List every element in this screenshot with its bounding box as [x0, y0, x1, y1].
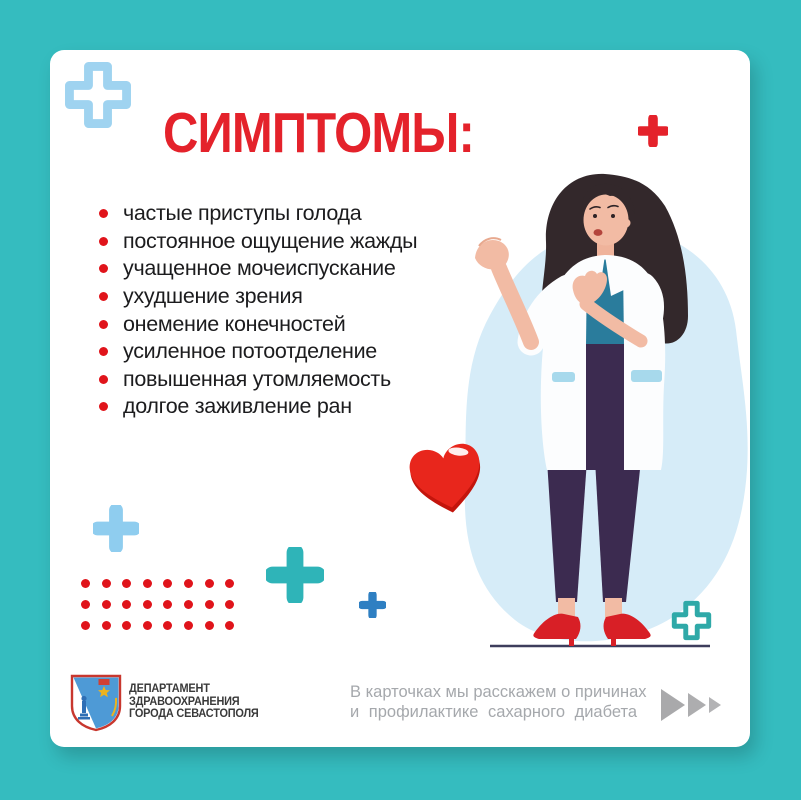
- symptom-text: ухудшение зрения: [123, 284, 303, 309]
- red-dot-icon: [122, 600, 131, 609]
- bullet-dot-icon: [99, 375, 108, 384]
- list-item: [99, 200, 417, 228]
- teaser-line: В карточках мы расскажем о причинах: [350, 683, 647, 701]
- plus-outline-teal-icon: [670, 600, 713, 641]
- red-dot-icon: [184, 579, 193, 588]
- list-item: [99, 228, 417, 256]
- bullet-dot-icon: [99, 347, 108, 356]
- symptom-text: частые приступы голода: [123, 201, 362, 226]
- plus-outline-icon: [64, 60, 132, 130]
- bullet-dot-icon: [99, 320, 108, 329]
- red-dot-icon: [102, 621, 111, 630]
- page-title: СИМПТОМЫ:: [163, 101, 474, 165]
- next-arrows-icon: [661, 687, 724, 723]
- logo-text-line: ЗДРАВООХРАНЕНИЯ: [129, 695, 240, 708]
- arrow-triangle-icon: [688, 693, 706, 717]
- symptom-text: усиленное потоотделение: [123, 339, 377, 364]
- red-dot-icon: [225, 600, 234, 609]
- red-dot-icon: [184, 621, 193, 630]
- sevastopol-emblem-icon: [70, 674, 122, 732]
- symptom-text: онемение конечностей: [123, 311, 346, 336]
- symptoms-list: [99, 200, 417, 421]
- plus-skyblue-icon: [93, 505, 139, 552]
- plus-blue-icon: [359, 592, 386, 618]
- list-item: [99, 393, 417, 421]
- list-item: [99, 283, 417, 311]
- list-item: [99, 338, 417, 366]
- plus-red-icon: [638, 115, 668, 147]
- logo-text-line: ДЕПАРТАМЕНТ: [129, 683, 210, 695]
- list-item: [99, 255, 417, 283]
- red-dot-icon: [163, 600, 172, 609]
- red-dot-icon: [205, 621, 214, 630]
- red-dot-icon: [163, 621, 172, 630]
- red-dot-icon: [81, 579, 90, 588]
- logo-text-line: ГОРОДА СЕВАСТОПОЛЯ: [129, 708, 259, 720]
- list-item: [99, 310, 417, 338]
- red-dot-icon: [205, 579, 214, 588]
- bullet-dot-icon: [99, 402, 108, 411]
- symptom-text: постоянное ощущение жажды: [123, 228, 418, 253]
- red-dots-grid: [81, 579, 247, 641]
- red-dot-icon: [225, 579, 234, 588]
- bullet-dot-icon: [99, 237, 108, 246]
- teaser-line: и профилактике сахарного диабета: [350, 702, 638, 721]
- red-dot-icon: [143, 600, 152, 609]
- red-dot-icon: [102, 600, 111, 609]
- red-dot-icon: [122, 579, 131, 588]
- bullet-dot-icon: [99, 264, 108, 273]
- red-dot-icon: [163, 579, 172, 588]
- department-logo: [70, 674, 265, 732]
- red-dot-icon: [205, 600, 214, 609]
- bullet-dot-icon: [99, 209, 108, 218]
- teaser-text: [350, 683, 647, 722]
- red-dot-icon: [143, 621, 152, 630]
- arrow-triangle-icon: [661, 689, 685, 721]
- doctor-illustration: [435, 160, 755, 660]
- red-dot-icon: [143, 579, 152, 588]
- list-item: [99, 366, 417, 394]
- symptom-text: долгое заживление ран: [123, 394, 352, 419]
- symptom-text: учащенное мочеиспускание: [123, 256, 396, 281]
- red-dot-icon: [81, 600, 90, 609]
- red-dot-icon: [225, 621, 234, 630]
- red-dot-icon: [102, 579, 111, 588]
- heart-icon: [406, 441, 488, 517]
- bullet-dot-icon: [99, 292, 108, 301]
- plus-teal-icon: [266, 547, 324, 603]
- arrow-triangle-icon: [709, 697, 721, 713]
- red-dot-icon: [81, 621, 90, 630]
- symptom-text: повышенная утомляемость: [123, 366, 391, 391]
- red-dot-icon: [184, 600, 193, 609]
- red-dot-icon: [122, 621, 131, 630]
